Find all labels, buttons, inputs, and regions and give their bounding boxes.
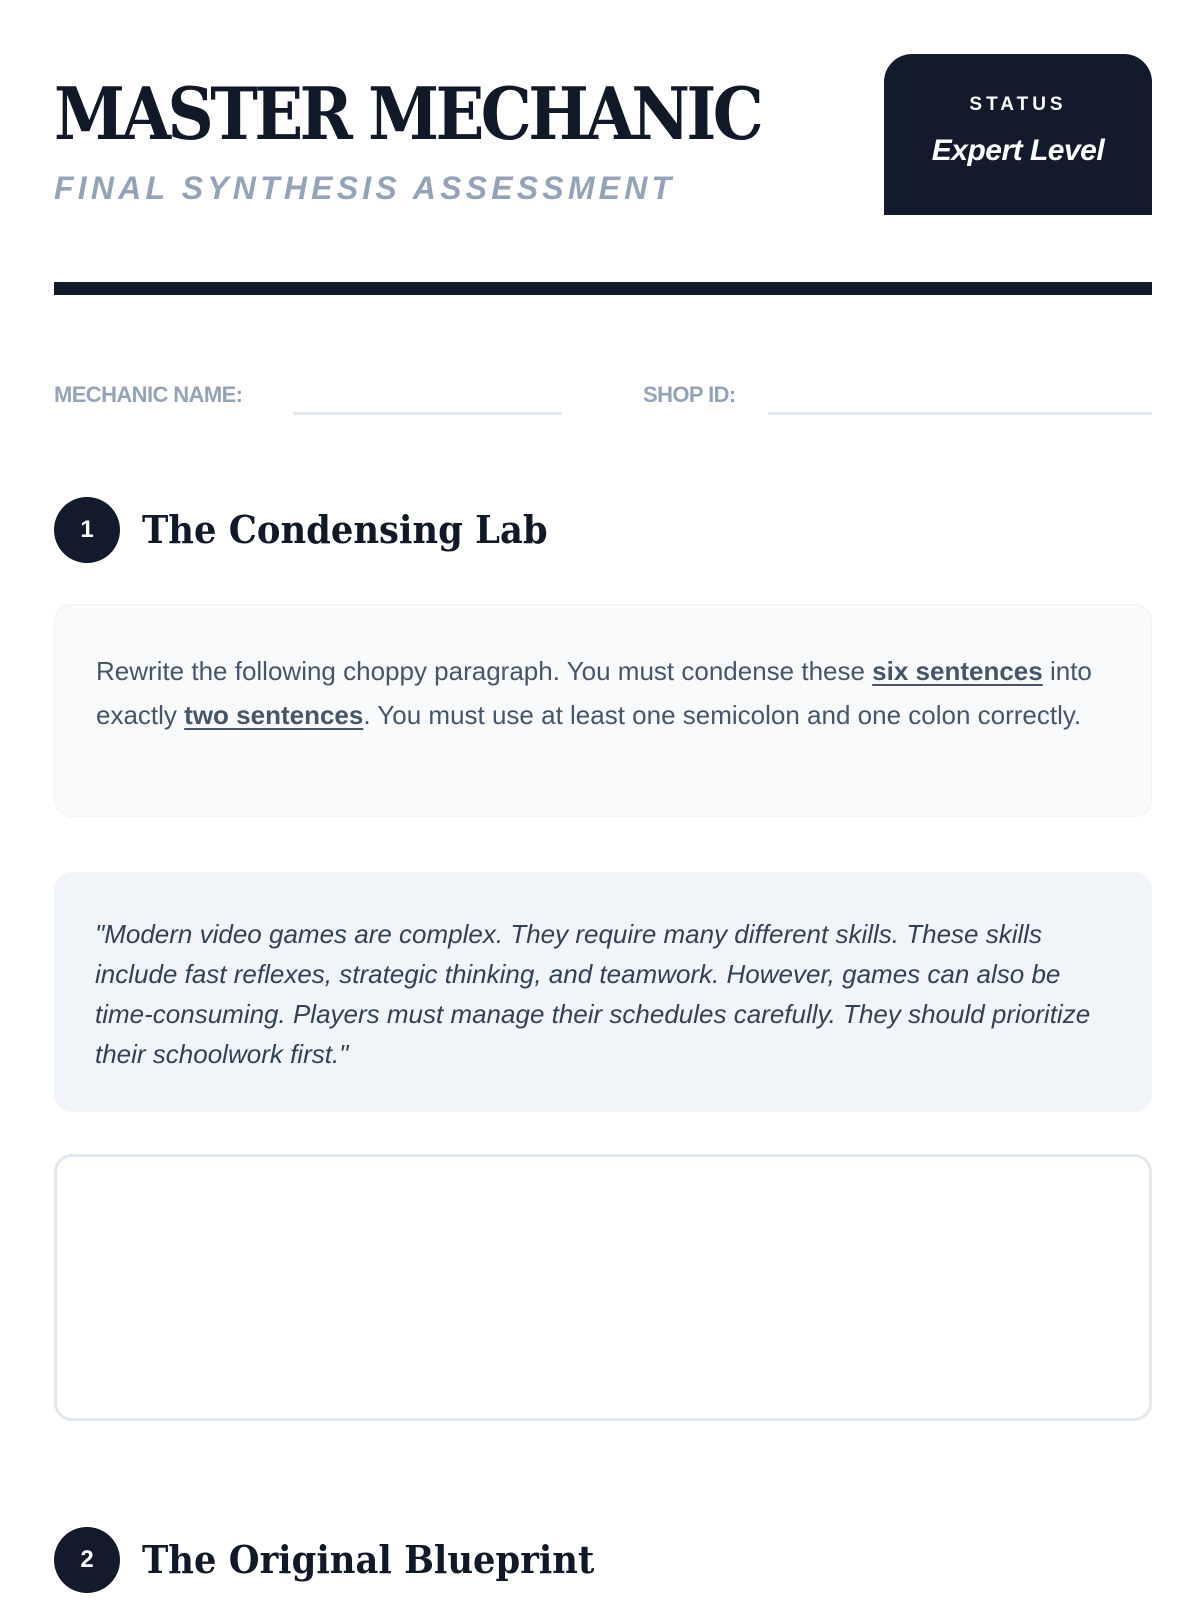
- status-label: STATUS: [969, 94, 1067, 115]
- section-number-badge: 1: [54, 497, 120, 563]
- instructions-text: into exactly: [96, 656, 1092, 730]
- section-number-badge: 2: [54, 1527, 120, 1593]
- instructions-text: . You must use at least one semicolon and one colon correctly.: [363, 700, 1082, 730]
- section-title: The Original Blueprint: [142, 1537, 595, 1582]
- quote-box: [54, 872, 1152, 1112]
- mechanic-name-field[interactable]: [293, 412, 562, 415]
- instructions-emphasis: six sentences: [872, 656, 1043, 686]
- status-badge: [884, 54, 1152, 215]
- header-divider: [54, 282, 1152, 295]
- quote-text: "Modern video games are complex. They require many different skills. These skills include fast reflexes, strategic thinking, and teamwork. However, games can also be time-consuming. Players must manage their schedules carefully. They should prioritize their schoolwork first.": [95, 919, 1091, 1069]
- page-subtitle: FINAL SYNTHESIS ASSESSMENT: [54, 170, 676, 206]
- section-title: The Condensing Lab: [142, 507, 548, 552]
- instructions-emphasis: two sentences: [184, 700, 364, 730]
- page-title: MASTER MECHANIC: [54, 71, 761, 156]
- instructions-text: Rewrite the following choppy paragraph. You must condense these: [96, 656, 873, 686]
- shop-id-label: SHOP ID:: [643, 382, 736, 407]
- shop-id-field[interactable]: [768, 412, 1152, 415]
- worksheet-header: [54, 54, 1152, 214]
- mechanic-name-label: MECHANIC NAME:: [54, 382, 243, 407]
- status-value: Expert Level: [931, 134, 1105, 167]
- worksheet-page: [54, 0, 1152, 1600]
- section-1-heading: [54, 497, 1152, 563]
- instructions-box: [54, 604, 1152, 817]
- answer-textarea[interactable]: [54, 1154, 1152, 1421]
- section-2-heading: [54, 1527, 1152, 1593]
